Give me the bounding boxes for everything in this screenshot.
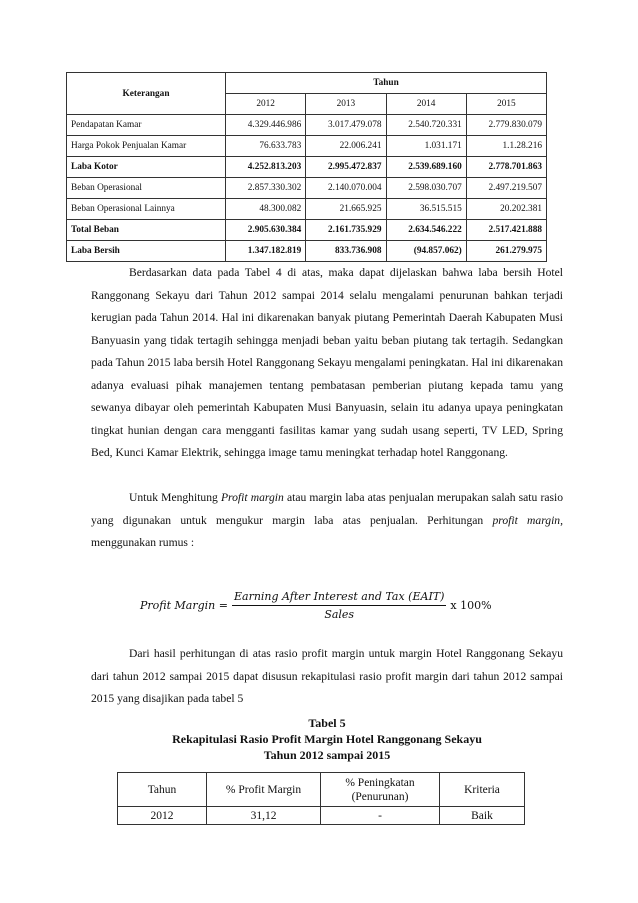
cell-value: 2.779.830.079 xyxy=(466,115,546,136)
formula-lhs: Profit Margin = xyxy=(140,599,228,612)
table-5-caption-title: Rekapitulasi Rasio Profit Margin Hotel Ranggonang Sekayu xyxy=(172,732,482,746)
cell-value: 48.300.082 xyxy=(226,199,306,220)
formula-denominator: Sales xyxy=(324,608,355,621)
cell-value: 20.202.381 xyxy=(466,199,546,220)
table-row xyxy=(118,807,525,825)
paragraph-profit-margin-intro xyxy=(91,487,563,555)
cell-value: 2.598.030.707 xyxy=(386,178,466,199)
cell-value: (94.857.062) xyxy=(386,241,466,262)
year-header: 2015 xyxy=(466,94,546,115)
formula-fraction xyxy=(232,590,446,621)
profit-margin-formula xyxy=(140,590,492,621)
cell-value: 2.540.720.331 xyxy=(386,115,466,136)
cell-value: 36.515.515 xyxy=(386,199,466,220)
cell-value: 1.031.171 xyxy=(386,136,466,157)
year-header: 2014 xyxy=(386,94,466,115)
cell-value: 833.736.908 xyxy=(306,241,386,262)
formula-rhs: x 100% xyxy=(450,599,492,612)
cell-value: 261.279.975 xyxy=(466,241,546,262)
paragraph-recap: Dari hasil perhitungan di atas rasio profit margin untuk margin Hotel Ranggonang Sekayu dari tahun 2012 sampai 2015 dapat disusun rekapitulasi rasio profit margin dari tahun 2012 sampai 2015 yang disajikan pada tabel 5 xyxy=(91,647,563,705)
cell-value: 4.252.813.203 xyxy=(226,157,306,178)
row-label: Beban Operasional Lainnya xyxy=(67,199,226,220)
text-run: Untuk Menghitung xyxy=(129,491,221,504)
table-4 xyxy=(66,72,547,262)
table-row xyxy=(67,220,547,241)
text-run: menggunakan rumus : xyxy=(91,536,195,549)
table-row xyxy=(67,115,547,136)
table-row xyxy=(67,157,547,178)
cell-value: Baik xyxy=(440,807,525,825)
cell-value: 2.995.472.837 xyxy=(306,157,386,178)
cell-value: 76.633.783 xyxy=(226,136,306,157)
table-5-caption-period: Tahun 2012 sampai 2015 xyxy=(263,748,391,762)
table-row xyxy=(67,199,547,220)
cell-value: 2.857.330.302 xyxy=(226,178,306,199)
text-run: atau margin laba atas penjualan merupakan salah satu rasio yang digunakan untuk mengukur margin laba atas penjualan. Perhitungan xyxy=(91,491,564,527)
cell-value: 2.905.630.384 xyxy=(226,220,306,241)
cell-value: 2.140.070.004 xyxy=(306,178,386,199)
table-row xyxy=(67,178,547,199)
cell-value: 1.1.28.216 xyxy=(466,136,546,157)
row-label: Total Beban xyxy=(67,220,226,241)
row-label: Laba Kotor xyxy=(67,157,226,178)
table-5-caption-number: Tabel 5 xyxy=(308,716,346,730)
cell-value: 2012 xyxy=(118,807,207,825)
cell-value: 2.539.689.160 xyxy=(386,157,466,178)
row-label: Laba Bersih xyxy=(67,241,226,262)
formula-numerator: Earning After Interest and Tax (EAIT) xyxy=(232,590,446,606)
cell-value: - xyxy=(321,807,440,825)
column-header: % Peningkatan (Penurunan) xyxy=(321,773,440,807)
column-header: Kriteria xyxy=(440,773,525,807)
cell-value: 2.497.219.507 xyxy=(466,178,546,199)
column-header: Tahun xyxy=(118,773,207,807)
row-label: Harga Pokok Penjualan Kamar xyxy=(67,136,226,157)
year-header: 2012 xyxy=(226,94,306,115)
table-row xyxy=(67,136,547,157)
year-header: 2013 xyxy=(306,94,386,115)
cell-value: 3.017.479.078 xyxy=(306,115,386,136)
cell-value: 21.665.925 xyxy=(306,199,386,220)
header-keterangan: Keterangan xyxy=(67,73,226,115)
cell-value: 4.329.446.986 xyxy=(226,115,306,136)
text-run-italic: profit margin, xyxy=(492,513,564,527)
header-tahun: Tahun xyxy=(226,73,547,94)
row-label: Pendapatan Kamar xyxy=(67,115,226,136)
table-row xyxy=(67,241,547,262)
cell-value: 31,12 xyxy=(207,807,321,825)
cell-value: 22.006.241 xyxy=(306,136,386,157)
cell-value: 2.634.546.222 xyxy=(386,220,466,241)
cell-value: 2.778.701.863 xyxy=(466,157,546,178)
column-header: % Profit Margin xyxy=(207,773,321,807)
cell-value: 2.161.735.929 xyxy=(306,220,386,241)
cell-value: 2.517.421.888 xyxy=(466,220,546,241)
row-label: Beban Operasional xyxy=(67,178,226,199)
paragraph-analysis: Berdasarkan data pada Tabel 4 di atas, maka dapat dijelaskan bahwa laba bersih Hotel Ranggonang Sekayu dari Tahun 2012 sampai 2014 selalu mengalami penurunan bahkan terjadi kerugian pada Tahun 2014. Hal ini dikarenakan banyak piutang Pemerintah Daerah Kabupaten Musi Banyuasin yang tidak tertagih sehingga menjadi beban yaitu beban piutang tak tertagih. Sedangkan pada Tahun 2015 laba bersih Hotel Ranggonang Sekayu mengalami peningkatan. Hal ini dikarenakan adanya evaluasi pihak manajemen tentang pembatasan pemberian piutang kepada tamu yang sewanya dibayar oleh pemerintah Kabupaten Musi Banyuasin, selain itu adanya upaya peningkatan tingkat hunian dengan cara mengganti fasilitas kamar yang sudah usang seperti, TV LED, Spring Bed, Kunci Kamar Elektrik, sehingga image tamu meningkat terhadap hotel Ranggonang. xyxy=(91,266,563,459)
text-run-italic: Profit margin xyxy=(220,491,284,504)
table-5 xyxy=(117,772,525,825)
cell-value: 1.347.182.819 xyxy=(226,241,306,262)
